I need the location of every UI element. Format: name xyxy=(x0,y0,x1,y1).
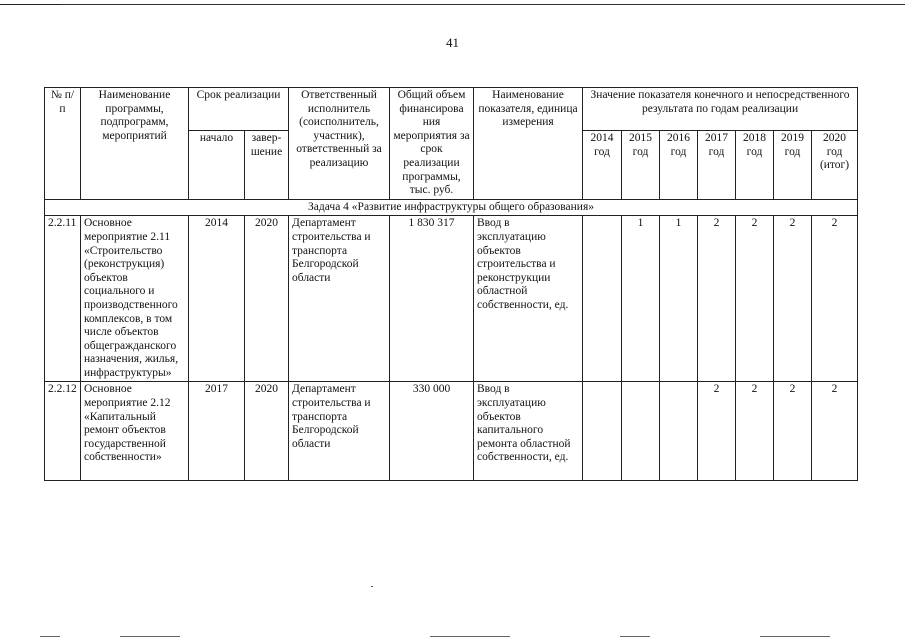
row-num: 2.2.12 xyxy=(45,382,81,481)
row-value-2015: 1 xyxy=(622,216,660,382)
row-end: 2020 xyxy=(245,216,289,382)
program-table xyxy=(44,87,858,481)
header-name: Наименование программы, подпрограмм, мероприятий xyxy=(81,88,189,200)
header-executor: Ответственный исполнитель (соисполнитель, участник), ответственный за реализацию xyxy=(289,88,390,200)
table-row xyxy=(45,216,858,382)
table-row xyxy=(45,382,858,481)
row-start: 2017 xyxy=(189,382,245,481)
row-value-2019: 2 xyxy=(774,382,812,481)
scan-speck xyxy=(371,586,373,587)
header-year-2015: 2015 год xyxy=(622,131,660,200)
row-value-2020: 2 xyxy=(812,382,858,481)
row-name: Основное мероприятие 2.12 «Капитальный ремонт объектов государственной собственности» xyxy=(81,382,189,481)
row-value-2015 xyxy=(622,382,660,481)
header-values-title: Значение показателя конечного и непосредственного результата по годам реализации xyxy=(583,88,858,131)
scan-artifact-top xyxy=(60,4,905,5)
task-row xyxy=(45,199,858,216)
scan-artifact-bottom-5 xyxy=(760,636,830,637)
row-indicator: Ввод в эксплуатацию объектов капитального ремонта областной собственности, ед. xyxy=(474,382,583,481)
row-value-2018: 2 xyxy=(736,382,774,481)
header-year-2016: 2016 год xyxy=(660,131,698,200)
row-value-2014 xyxy=(583,216,622,382)
row-financing: 1 830 317 xyxy=(390,216,474,382)
row-start: 2014 xyxy=(189,216,245,382)
row-value-2017: 2 xyxy=(698,216,736,382)
row-value-2016: 1 xyxy=(660,216,698,382)
header-term-start: начало xyxy=(189,131,245,200)
page-number: 41 xyxy=(446,35,459,50)
header-row-1 xyxy=(45,88,858,131)
row-indicator: Ввод в эксплуатацию объектов строительства и реконструкции областной собственности, ед. xyxy=(474,216,583,382)
header-year-2018: 2018 год xyxy=(736,131,774,200)
task-title: Задача 4 «Развитие инфраструктуры общего образования» xyxy=(45,199,858,216)
scan-artifact-bottom-2 xyxy=(120,636,180,637)
header-year-2017: 2017 год xyxy=(698,131,736,200)
row-num: 2.2.11 xyxy=(45,216,81,382)
header-year-2014: 2014 год xyxy=(583,131,622,200)
header-year-2019: 2019 год xyxy=(774,131,812,200)
scan-artifact-bottom-3 xyxy=(430,636,510,637)
header-num: № п/п xyxy=(45,88,81,200)
row-value-2020: 2 xyxy=(812,216,858,382)
header-year-2020: 2020 год (итог) xyxy=(812,131,858,200)
row-name: Основное мероприятие 2.11 «Строительство (реконструкция) объектов социального и производственного комплексов, в том числе объектов общегражданского назначения, жилья, инфраструктуры» xyxy=(81,216,189,382)
row-financing: 330 000 xyxy=(390,382,474,481)
row-executor: Департамент строительства и транспорта Белгородской области xyxy=(289,216,390,382)
scan-artifact-bottom-4 xyxy=(620,636,650,637)
scan-artifact-bottom-1 xyxy=(40,636,60,637)
row-end: 2020 xyxy=(245,382,289,481)
row-value-2019: 2 xyxy=(774,216,812,382)
row-value-2016 xyxy=(660,382,698,481)
row-executor: Департамент строительства и транспорта Белгородской области xyxy=(289,382,390,481)
header-financing: Общий объем финансирова ния мероприятия за срок реализации программы, тыс. руб. xyxy=(390,88,474,200)
header-term: Срок реализации xyxy=(189,88,289,131)
row-value-2017: 2 xyxy=(698,382,736,481)
header-indicator: Наименование показателя, единица измерения xyxy=(474,88,583,200)
row-value-2014 xyxy=(583,382,622,481)
header-term-end: завер-шение xyxy=(245,131,289,200)
scan-artifact-top-left xyxy=(0,4,60,5)
row-value-2018: 2 xyxy=(736,216,774,382)
